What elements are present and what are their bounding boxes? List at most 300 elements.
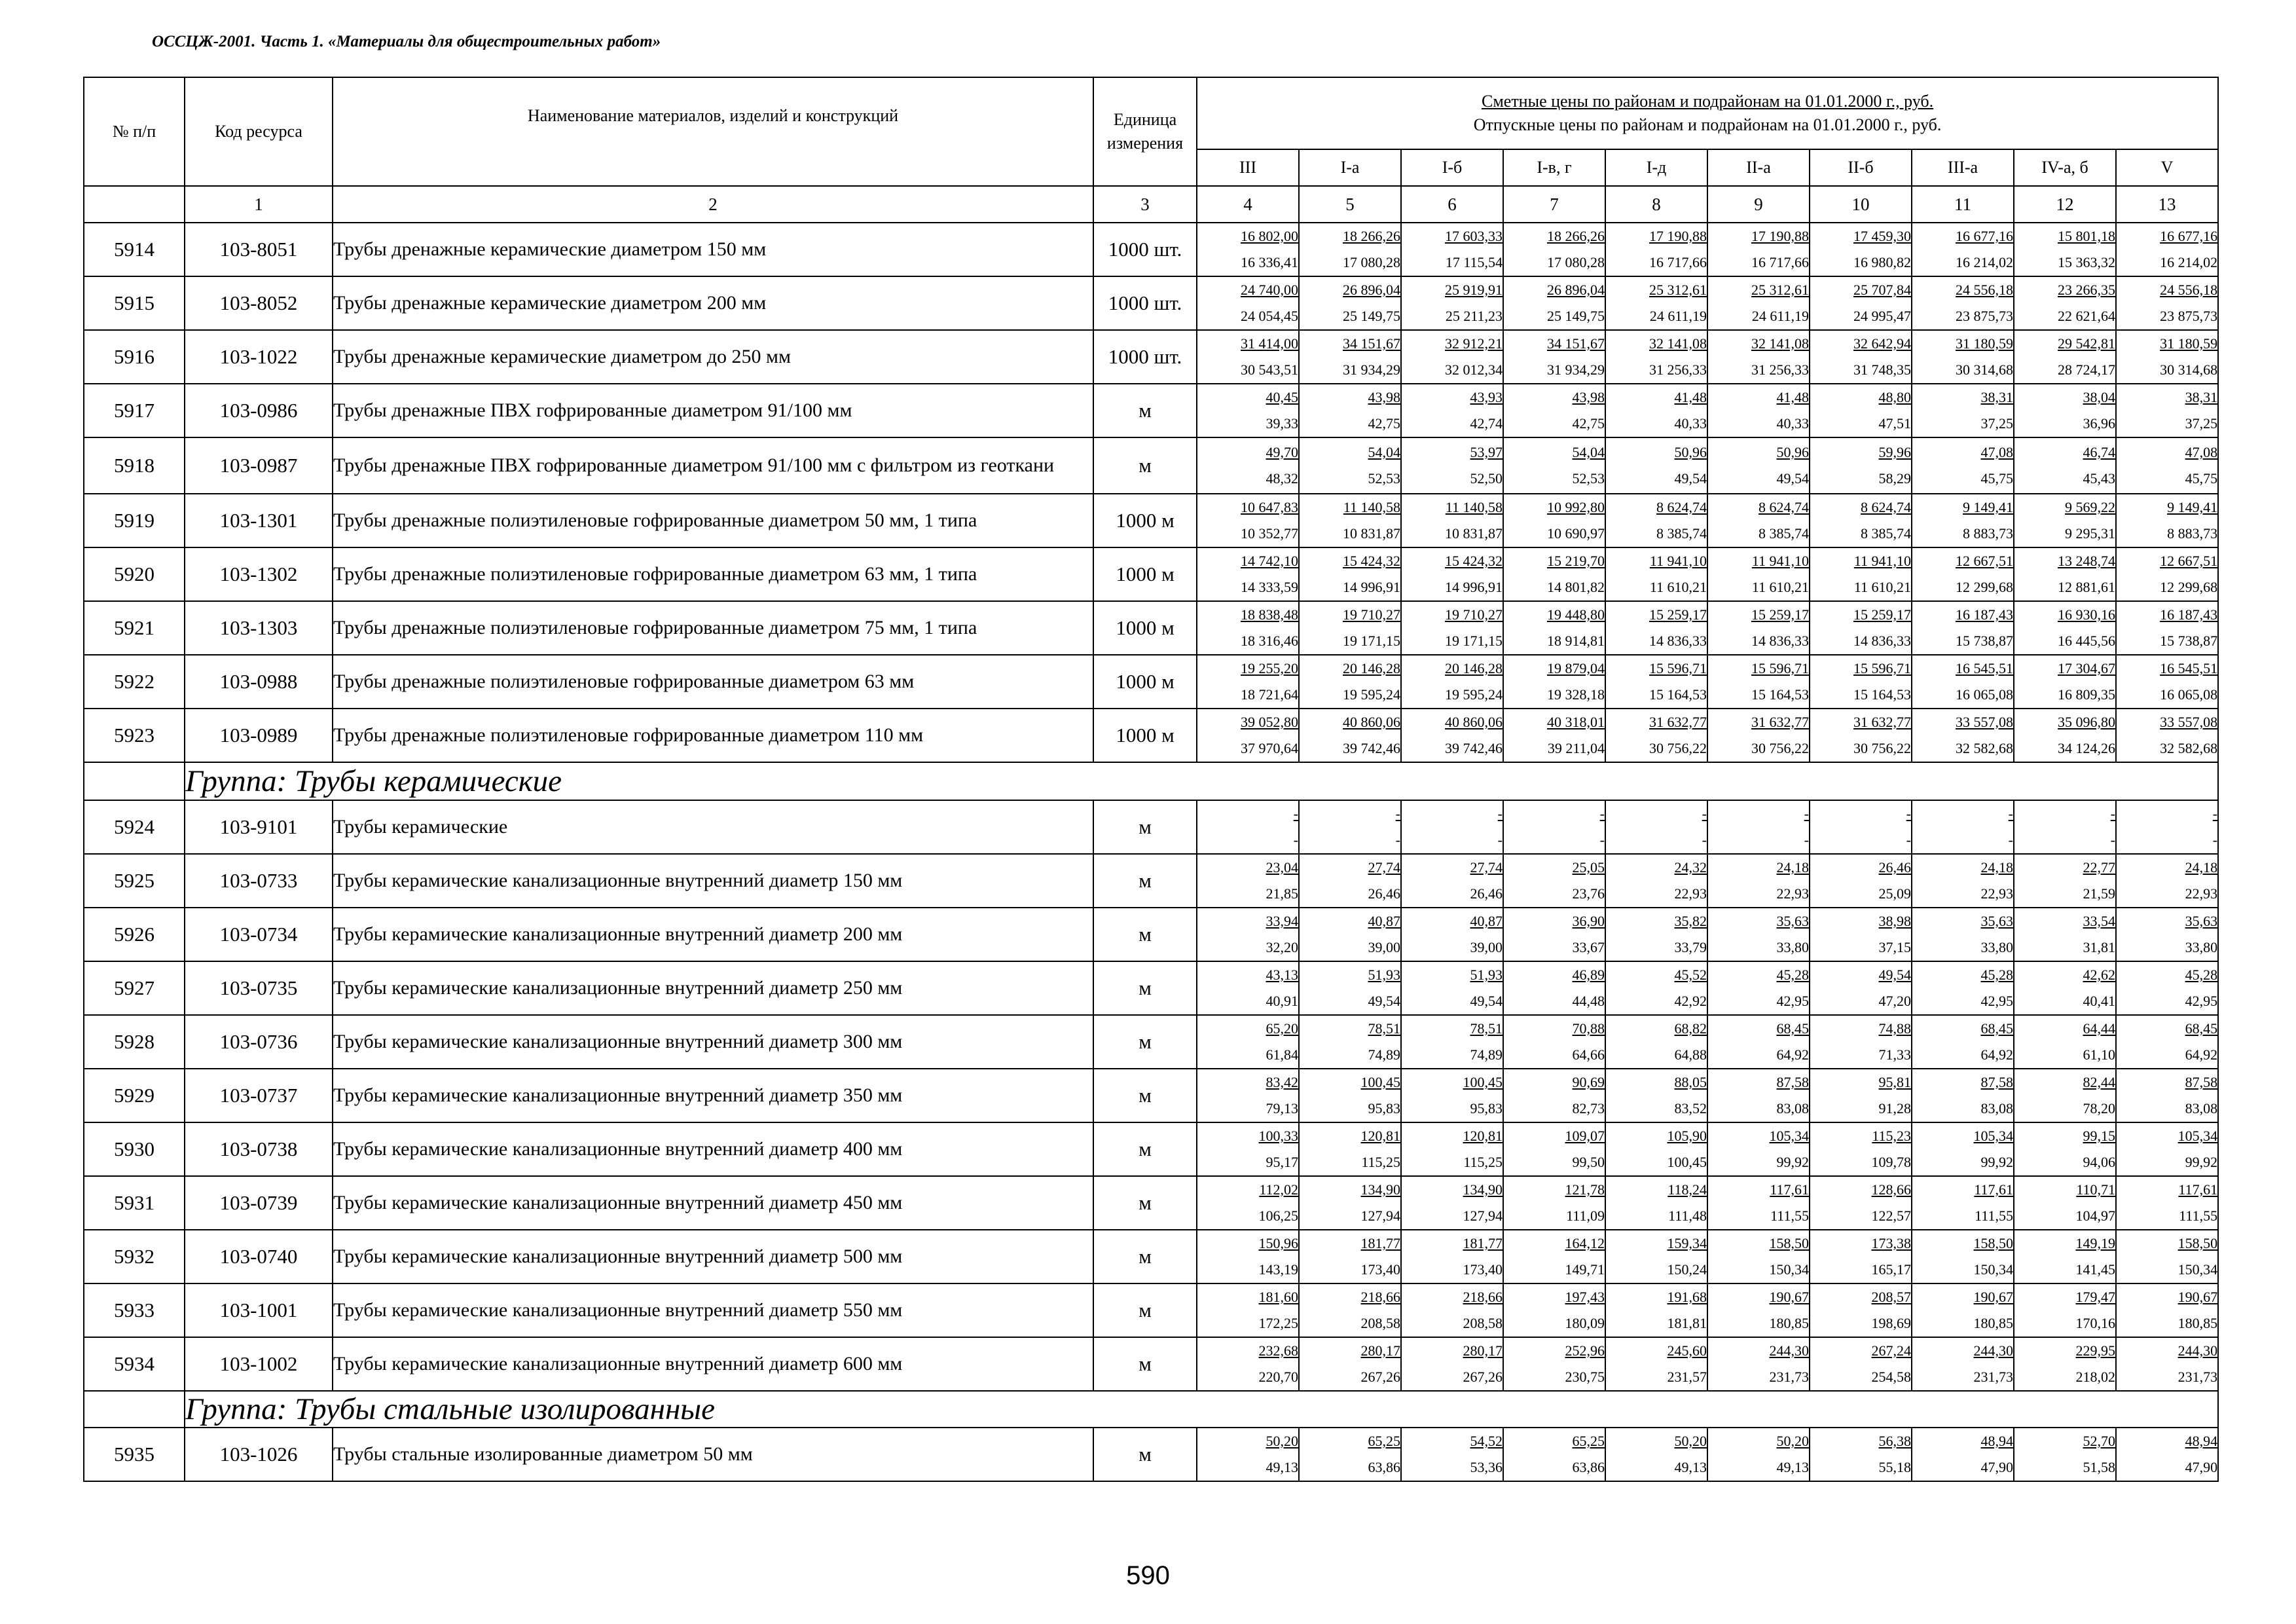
release-price: 37,25 <box>1980 415 2013 432</box>
price-cell <box>1912 330 2014 384</box>
estimate-price: 24,18 <box>1776 859 1809 876</box>
estimate-price: 24 556,18 <box>1956 282 2013 298</box>
price-cell <box>1810 276 1912 330</box>
price-cell <box>2116 709 2218 762</box>
estimate-price: 105,34 <box>1769 1128 1809 1144</box>
price-cell <box>1401 854 1503 908</box>
price-cell <box>1707 1015 1810 1069</box>
estimate-price: 134,90 <box>1463 1181 1503 1198</box>
estimate-price: 50,20 <box>1776 1433 1809 1449</box>
release-price: 64,88 <box>1674 1046 1707 1063</box>
row-index: 5923 <box>84 709 185 762</box>
release-price: 15 738,87 <box>2160 633 2218 649</box>
resource-code: 103-0987 <box>185 437 333 494</box>
row-index: 5918 <box>84 437 185 494</box>
estimate-price: 90,69 <box>1572 1074 1605 1090</box>
row-index: 5928 <box>84 1015 185 1069</box>
resource-code: 103-0738 <box>185 1122 333 1176</box>
price-cell <box>1299 1283 1401 1337</box>
price-cell <box>1197 1283 1299 1337</box>
release-price: 150,24 <box>1667 1261 1707 1278</box>
price-cell <box>2014 961 2116 1015</box>
estimate-price: 38,04 <box>2083 389 2115 405</box>
resource-code: 103-0734 <box>185 908 333 961</box>
group-row-spacer <box>84 762 185 800</box>
price-cell <box>1605 1122 1707 1176</box>
estimate-price: 232,68 <box>1258 1342 1298 1359</box>
estimate-price: 40 860,06 <box>1445 714 1503 730</box>
release-price: 22,93 <box>1776 885 1809 902</box>
unit-of-measure: м <box>1093 1069 1197 1122</box>
release-price: - <box>2008 832 2013 848</box>
release-price: 181,81 <box>1667 1315 1707 1331</box>
release-price: 31,81 <box>2083 939 2115 955</box>
release-price: 111,55 <box>2179 1208 2218 1224</box>
release-price: 22,93 <box>2185 885 2218 902</box>
price-cell <box>2014 1230 2116 1283</box>
price-cell <box>1299 223 1401 276</box>
estimate-price: - <box>1804 805 1809 822</box>
release-price: 42,74 <box>1470 415 1503 432</box>
estimate-price: 280,17 <box>1360 1342 1400 1359</box>
estimate-price: 158,50 <box>2178 1235 2218 1251</box>
release-price: 231,73 <box>1769 1369 1809 1385</box>
estimate-price: 19 448,80 <box>1547 606 1605 623</box>
price-cell <box>1197 223 1299 276</box>
estimate-price: 120,81 <box>1463 1128 1503 1144</box>
estimate-price: 43,98 <box>1572 389 1605 405</box>
estimate-price: 100,33 <box>1258 1128 1298 1144</box>
release-price: 37,15 <box>1878 939 1911 955</box>
estimate-price: 117,61 <box>2178 1181 2218 1198</box>
estimate-price: 158,50 <box>1769 1235 1809 1251</box>
estimate-price: 68,45 <box>1776 1020 1809 1037</box>
material-name: Трубы дренажные ПВХ гофрированные диаметром 91/100 мм с фильтром из геоткани <box>333 437 1093 494</box>
estimate-price: 87,58 <box>2185 1074 2218 1090</box>
price-cell <box>1707 437 1810 494</box>
price-cell <box>1299 800 1401 854</box>
price-cell <box>1401 547 1503 601</box>
estimate-price: 33 557,08 <box>1956 714 2013 730</box>
price-cell <box>1912 384 2014 437</box>
table-row <box>84 601 2218 655</box>
estimate-price: - <box>2110 805 2115 822</box>
col-header-index: № п/п <box>84 77 185 186</box>
release-price: 78,20 <box>2083 1100 2115 1116</box>
resource-code: 103-1303 <box>185 601 333 655</box>
release-price: 14 996,91 <box>1343 579 1400 595</box>
estimate-price: 110,71 <box>2076 1181 2115 1198</box>
estimate-price: 41,48 <box>1776 389 1809 405</box>
table-row <box>84 1069 2218 1122</box>
release-price: 173,40 <box>1463 1261 1503 1278</box>
material-name: Трубы дренажные керамические диаметром до 250 мм <box>333 330 1093 384</box>
price-cell <box>1401 961 1503 1015</box>
price-cell <box>1503 1015 1605 1069</box>
price-cell <box>2116 1230 2218 1283</box>
estimate-price: 54,52 <box>1470 1433 1503 1449</box>
estimate-price: 8 624,74 <box>1758 499 1809 515</box>
estimate-price: 70,88 <box>1572 1020 1605 1037</box>
price-cell <box>1299 1428 1401 1481</box>
row-index: 5932 <box>84 1230 185 1283</box>
release-price: 37 970,64 <box>1241 740 1298 756</box>
table-row <box>84 1283 2218 1337</box>
estimate-price: 9 149,41 <box>2167 499 2218 515</box>
unit-of-measure: м <box>1093 1428 1197 1481</box>
estimate-price: 31 632,77 <box>1649 714 1707 730</box>
release-price: 63,86 <box>1368 1459 1400 1475</box>
estimate-price: 59,96 <box>1878 444 1911 460</box>
estimate-price: 78,51 <box>1470 1020 1503 1037</box>
price-cell <box>1605 1283 1707 1337</box>
estimate-price: 50,20 <box>1674 1433 1707 1449</box>
release-price: 14 836,33 <box>1751 633 1809 649</box>
release-price: 49,13 <box>1674 1459 1707 1475</box>
estimate-price: 68,45 <box>2185 1020 2218 1037</box>
price-cell <box>1503 1283 1605 1337</box>
release-price: 64,92 <box>1980 1046 2013 1063</box>
estimate-price: 16 545,51 <box>1956 660 2013 676</box>
price-cell <box>2014 547 2116 601</box>
estimate-price: 8 624,74 <box>1861 499 1911 515</box>
resource-code: 103-0733 <box>185 854 333 908</box>
estimate-price: 48,94 <box>1980 1433 2013 1449</box>
release-price: 99,92 <box>1980 1154 2013 1170</box>
estimate-price: 25 707,84 <box>1853 282 1911 298</box>
col-number: 3 <box>1093 186 1197 223</box>
row-index: 5927 <box>84 961 185 1015</box>
col-header-prices <box>1197 77 2218 149</box>
price-cell <box>1299 601 1401 655</box>
row-index: 5930 <box>84 1122 185 1176</box>
estimate-price: 11 140,58 <box>1343 499 1400 515</box>
estimate-price: 118,24 <box>1667 1181 1707 1198</box>
price-cell <box>1605 223 1707 276</box>
estimate-price: 100,45 <box>1360 1074 1400 1090</box>
price-cell <box>1707 908 1810 961</box>
estimate-price: 88,05 <box>1674 1074 1707 1090</box>
price-cell <box>1197 961 1299 1015</box>
material-name: Трубы керамические канализационные внутренний диаметр 250 мм <box>333 961 1093 1015</box>
resource-code: 103-1301 <box>185 494 333 547</box>
price-cell <box>1503 961 1605 1015</box>
row-index: 5920 <box>84 547 185 601</box>
price-cell <box>1912 1069 2014 1122</box>
price-cell <box>2014 1122 2116 1176</box>
price-cell <box>1605 1230 1707 1283</box>
release-price: 22,93 <box>1674 885 1707 902</box>
estimate-price: 65,25 <box>1572 1433 1605 1449</box>
resource-code: 103-0740 <box>185 1230 333 1283</box>
unit-of-measure: 1000 м <box>1093 494 1197 547</box>
estimate-price: 120,81 <box>1360 1128 1400 1144</box>
price-cell <box>2116 1015 2218 1069</box>
price-cell <box>2014 494 2116 547</box>
price-cell <box>1810 437 1912 494</box>
price-cell <box>1707 223 1810 276</box>
estimate-price: 134,90 <box>1360 1181 1400 1198</box>
release-price: 74,89 <box>1470 1046 1503 1063</box>
price-cell <box>1299 854 1401 908</box>
estimate-price: 181,60 <box>1258 1289 1298 1305</box>
col-header-region: I-в, г <box>1503 149 1605 186</box>
price-cell <box>1299 709 1401 762</box>
release-price: 8 385,74 <box>1758 525 1809 542</box>
estimate-price: 43,93 <box>1470 389 1503 405</box>
release-price: 79,13 <box>1266 1100 1298 1116</box>
release-price: 231,73 <box>1973 1369 2013 1385</box>
resource-code: 103-9101 <box>185 800 333 854</box>
table-row <box>84 384 2218 437</box>
price-cell <box>1707 1122 1810 1176</box>
price-cell <box>1401 1176 1503 1230</box>
estimate-price: 22,77 <box>2083 859 2115 876</box>
row-index: 5915 <box>84 276 185 330</box>
price-cell <box>2014 854 2116 908</box>
price-cell <box>1707 709 1810 762</box>
table-row <box>84 1176 2218 1230</box>
estimate-price: 190,67 <box>2178 1289 2218 1305</box>
estimate-price: 40 318,01 <box>1547 714 1605 730</box>
price-cell <box>1503 223 1605 276</box>
release-price: - <box>1395 832 1400 848</box>
estimate-price: 10 647,83 <box>1241 499 1298 515</box>
unit-of-measure: м <box>1093 1283 1197 1337</box>
release-price: 10 831,87 <box>1343 525 1400 542</box>
price-cell <box>2116 601 2218 655</box>
estimate-price: 31 632,77 <box>1853 714 1911 730</box>
resource-code: 103-0736 <box>185 1015 333 1069</box>
price-cell <box>2014 437 2116 494</box>
release-price: 231,57 <box>1667 1369 1707 1385</box>
price-cell <box>2116 1069 2218 1122</box>
price-cell <box>2116 1428 2218 1481</box>
material-name: Трубы керамические канализационные внутренний диаметр 450 мм <box>333 1176 1093 1230</box>
release-price: 172,25 <box>1258 1315 1298 1331</box>
release-price: 173,40 <box>1360 1261 1400 1278</box>
estimate-price: 19 710,27 <box>1445 606 1503 623</box>
estimate-price: 47,08 <box>2185 444 2218 460</box>
release-price: 55,18 <box>1878 1459 1911 1475</box>
release-price: 42,95 <box>2185 993 2218 1009</box>
document-title: ОССЦЖ-2001. Часть 1. «Материалы для общестроительных работ» <box>152 33 661 50</box>
group-row <box>84 1391 2218 1428</box>
price-cell <box>1299 961 1401 1015</box>
release-price: 31 256,33 <box>1649 361 1707 378</box>
price-cell <box>1401 908 1503 961</box>
estimate-price: - <box>1497 805 1503 822</box>
estimate-price: 65,20 <box>1266 1020 1298 1037</box>
table-row <box>84 709 2218 762</box>
prices-estimate-label: Сметные цены по районам и подрайонам на 01.01.2000 г., руб. <box>1481 92 1934 111</box>
estimate-price: 87,58 <box>1980 1074 2013 1090</box>
release-price: 99,92 <box>1776 1154 1809 1170</box>
price-cell <box>1299 908 1401 961</box>
release-price: 49,54 <box>1674 470 1707 487</box>
release-price: 25 149,75 <box>1343 308 1400 324</box>
estimate-price: 20 146,28 <box>1343 660 1400 676</box>
estimate-price: 16 187,43 <box>2160 606 2218 623</box>
release-price: 198,69 <box>1871 1315 1911 1331</box>
release-price: 12 299,68 <box>2160 579 2218 595</box>
price-cell <box>1605 276 1707 330</box>
estimate-price: 24,18 <box>2185 859 2218 876</box>
release-price: 33,80 <box>1980 939 2013 955</box>
resource-code: 103-1001 <box>185 1283 333 1337</box>
release-price: 220,70 <box>1258 1369 1298 1385</box>
release-price: 15 164,53 <box>1649 686 1707 703</box>
price-cell <box>1707 1176 1810 1230</box>
release-price: 111,48 <box>1668 1208 1707 1224</box>
release-price: 24 611,19 <box>1751 308 1809 324</box>
price-cell <box>1707 1283 1810 1337</box>
release-price: - <box>1497 832 1503 848</box>
price-cell <box>1503 547 1605 601</box>
estimate-price: 35,63 <box>2185 913 2218 929</box>
estimate-price: 24 556,18 <box>2160 282 2218 298</box>
estimate-price: - <box>1599 805 1605 822</box>
release-price: 83,08 <box>2185 1100 2218 1116</box>
unit-of-measure: м <box>1093 384 1197 437</box>
estimate-price: 252,96 <box>1565 1342 1605 1359</box>
estimate-price: 181,77 <box>1463 1235 1503 1251</box>
release-price: 42,75 <box>1368 415 1400 432</box>
price-cell <box>1810 854 1912 908</box>
price-cell <box>1299 547 1401 601</box>
price-cell <box>1401 276 1503 330</box>
price-cell <box>1912 1176 2014 1230</box>
release-price: - <box>1599 832 1605 848</box>
estimate-price: 38,31 <box>1980 389 2013 405</box>
release-price: 32 582,68 <box>2160 740 2218 756</box>
resource-code: 103-0737 <box>185 1069 333 1122</box>
release-price: 165,17 <box>1871 1261 1911 1278</box>
estimate-price: 54,04 <box>1368 444 1400 460</box>
price-cell <box>1503 655 1605 709</box>
estimate-price: 19 879,04 <box>1547 660 1605 676</box>
estimate-price: 17 190,88 <box>1751 228 1809 244</box>
estimate-price: 74,88 <box>1878 1020 1911 1037</box>
price-cell <box>1605 494 1707 547</box>
release-price: 22,93 <box>1980 885 2013 902</box>
price-cell <box>1197 547 1299 601</box>
estimate-price: 17 459,30 <box>1853 228 1911 244</box>
price-cell <box>1401 1015 1503 1069</box>
release-price: 28 724,17 <box>2058 361 2115 378</box>
release-price: 34 124,26 <box>2058 740 2115 756</box>
material-name: Трубы керамические канализационные внутренний диаметр 500 мм <box>333 1230 1093 1283</box>
table-row <box>84 1015 2218 1069</box>
price-cell <box>1401 1283 1503 1337</box>
row-index: 5934 <box>84 1337 185 1391</box>
release-price: 30 314,68 <box>1956 361 2013 378</box>
price-cell <box>1810 1337 1912 1391</box>
price-cell <box>1810 1015 1912 1069</box>
release-price: 30 314,68 <box>2160 361 2218 378</box>
release-price: 58,29 <box>1878 470 1911 487</box>
estimate-price: 190,67 <box>1769 1289 1809 1305</box>
estimate-price: 32 141,08 <box>1649 335 1707 352</box>
price-cell <box>1912 223 2014 276</box>
price-cell <box>1605 655 1707 709</box>
price-cell <box>1197 709 1299 762</box>
estimate-price: 15 596,71 <box>1751 660 1809 676</box>
release-price: 32 582,68 <box>1956 740 2013 756</box>
price-cell <box>1912 1337 2014 1391</box>
estimate-price: 43,98 <box>1368 389 1400 405</box>
material-name: Трубы керамические канализационные внутренний диаметр 400 мм <box>333 1122 1093 1176</box>
release-price: 95,83 <box>1368 1100 1400 1116</box>
price-cell <box>1197 800 1299 854</box>
release-price: 42,95 <box>1980 993 2013 1009</box>
price-cell <box>1912 1015 2014 1069</box>
price-cell <box>1605 437 1707 494</box>
release-price: 52,53 <box>1368 470 1400 487</box>
price-cell <box>1299 276 1401 330</box>
estimate-price: 31 632,77 <box>1751 714 1809 730</box>
estimate-price: 40,45 <box>1266 389 1298 405</box>
price-cell <box>1503 1122 1605 1176</box>
estimate-price: 26,46 <box>1878 859 1911 876</box>
unit-of-measure: 1000 м <box>1093 601 1197 655</box>
estimate-price: 54,04 <box>1572 444 1605 460</box>
price-cell <box>1197 1176 1299 1230</box>
price-cell <box>1605 1428 1707 1481</box>
release-price: 64,66 <box>1572 1046 1605 1063</box>
release-price: 18 721,64 <box>1241 686 1298 703</box>
unit-of-measure: м <box>1093 1176 1197 1230</box>
table-row <box>84 276 2218 330</box>
table-row <box>84 223 2218 276</box>
release-price: 26,46 <box>1470 885 1503 902</box>
price-cell <box>2116 384 2218 437</box>
estimate-price: 83,42 <box>1266 1074 1298 1090</box>
estimate-price: 17 190,88 <box>1649 228 1707 244</box>
release-price: 11 610,21 <box>1751 579 1809 595</box>
release-price: 16 065,08 <box>2160 686 2218 703</box>
row-index: 5931 <box>84 1176 185 1230</box>
resource-code: 103-8051 <box>185 223 333 276</box>
release-price: 23,76 <box>1572 885 1605 902</box>
release-price: 230,75 <box>1565 1369 1605 1385</box>
release-price: 109,78 <box>1871 1154 1911 1170</box>
table-row <box>84 1337 2218 1391</box>
estimate-price: 48,80 <box>1878 389 1911 405</box>
release-price: 42,75 <box>1572 415 1605 432</box>
col-number: 8 <box>1605 186 1707 223</box>
release-price: 39 742,46 <box>1445 740 1503 756</box>
release-price: 24 054,45 <box>1241 308 1298 324</box>
price-cell <box>1707 384 1810 437</box>
price-cell <box>2014 1069 2116 1122</box>
price-cell <box>2014 1337 2116 1391</box>
estimate-price: 24 740,00 <box>1241 282 1298 298</box>
price-cell <box>1912 908 2014 961</box>
price-cell <box>2014 276 2116 330</box>
estimate-price: 16 802,00 <box>1241 228 1298 244</box>
release-price: 104,97 <box>2075 1208 2115 1224</box>
price-cell <box>1197 1122 1299 1176</box>
price-cell <box>1912 494 2014 547</box>
release-price: 61,84 <box>1266 1046 1298 1063</box>
row-index: 5916 <box>84 330 185 384</box>
price-cell <box>1810 330 1912 384</box>
material-name: Трубы дренажные полиэтиленовые гофрированные диаметром 50 мм, 1 типа <box>333 494 1093 547</box>
estimate-price: 10 992,80 <box>1547 499 1605 515</box>
row-index: 5924 <box>84 800 185 854</box>
material-name: Трубы дренажные полиэтиленовые гофрированные диаметром 110 мм <box>333 709 1093 762</box>
